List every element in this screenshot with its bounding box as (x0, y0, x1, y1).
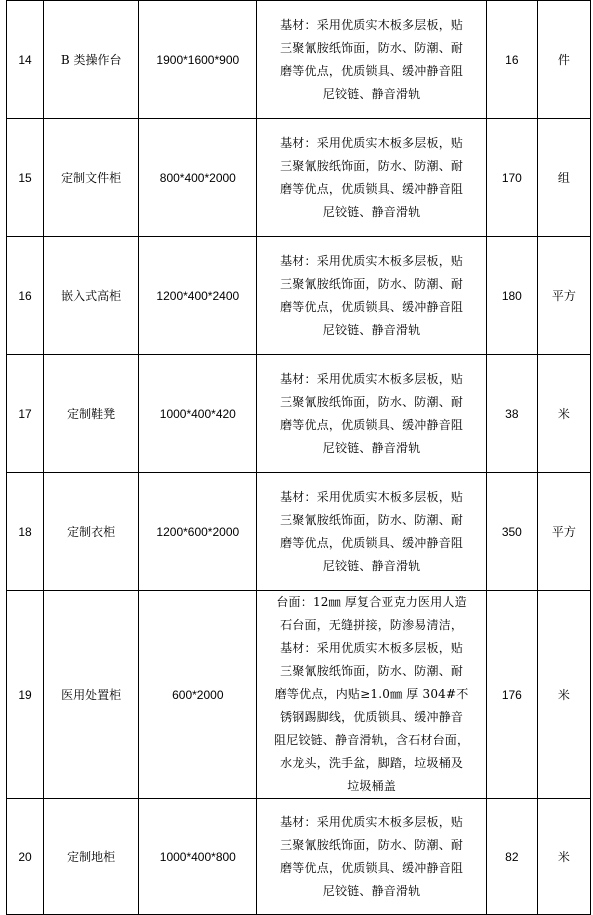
table-row (7, 355, 591, 473)
description-line: 尼铰链、静音滑轨 (322, 204, 421, 219)
description-line: 三聚氰胺纸饰面，防水、防潮、耐 (280, 837, 464, 852)
table-row (7, 119, 591, 237)
description-line: 锈钢踢脚线，优质锁具、缓冲静音 (280, 710, 464, 724)
item-size: 600*2000 (139, 591, 257, 799)
item-size: 1200*400*2400 (139, 237, 257, 355)
description-line: 三聚氰胺纸饰面，防水、防潮、耐 (280, 40, 464, 55)
row-number: 18 (7, 473, 44, 591)
row-number: 20 (7, 799, 44, 915)
row-number: 19 (7, 591, 44, 799)
item-description (257, 119, 486, 237)
description-line: 石台面，无缝拼接，防渗易清洁， (280, 618, 464, 632)
description-line: 基材：采用优质实木板多层板，贴 (280, 135, 464, 150)
description-line: 磨等优点，内贴≥1.0㎜ 厚 304#不 (274, 687, 469, 701)
table-row (7, 591, 591, 799)
item-name: 定制衣柜 (44, 473, 139, 591)
item-quantity: 82 (486, 799, 537, 915)
description-line: 三聚氰胺纸饰面，防水、防潮、耐 (280, 512, 464, 527)
description-line: 三聚氰胺纸饰面，防水、防潮、耐 (280, 276, 464, 291)
item-size: 1000*400*420 (139, 355, 257, 473)
description-line: 基材：采用优质实木板多层板，贴 (280, 253, 464, 268)
description-line: 基材：采用优质实木板多层板，贴 (280, 814, 464, 829)
table-body (7, 1, 591, 915)
description-line: 磨等优点，优质锁具、缓冲静音阻 (280, 860, 464, 875)
row-number: 17 (7, 355, 44, 473)
description-line: 尼铰链、静音滑轨 (322, 440, 421, 455)
description-line: 尼铰链、静音滑轨 (322, 86, 421, 101)
description-line: 三聚氰胺纸饰面，防水、防潮、耐 (280, 394, 464, 409)
item-size: 1200*600*2000 (139, 473, 257, 591)
table-row (7, 473, 591, 591)
item-quantity: 170 (486, 119, 537, 237)
item-unit: 平方 (537, 237, 590, 355)
description-line: 磨等优点，优质锁具、缓冲静音阻 (280, 535, 464, 550)
item-description (257, 591, 486, 799)
description-line: 台面：12㎜ 厚复合亚克力医用人造 (276, 595, 467, 609)
table-row (7, 1, 591, 119)
item-description (257, 799, 486, 915)
description-line: 基材：采用优质实木板多层板，贴 (280, 489, 464, 504)
item-quantity: 350 (486, 473, 537, 591)
row-number: 14 (7, 1, 44, 119)
item-description (257, 1, 486, 119)
description-line: 三聚氰胺纸饰面，防水、防潮、耐 (280, 158, 464, 173)
item-name: 医用处置柜 (44, 591, 139, 799)
item-quantity: 38 (486, 355, 537, 473)
item-quantity: 180 (486, 237, 537, 355)
description-line: 尼铰链、静音滑轨 (322, 883, 421, 898)
item-unit: 平方 (537, 473, 590, 591)
item-quantity: 16 (486, 1, 537, 119)
item-name: 定制文件柜 (44, 119, 139, 237)
item-name: 嵌入式高柜 (44, 237, 139, 355)
item-unit: 组 (537, 119, 590, 237)
description-line: 垃圾桶盖 (347, 779, 396, 793)
description-line: 磨等优点，优质锁具、缓冲静音阻 (280, 63, 464, 78)
description-line: 磨等优点，优质锁具、缓冲静音阻 (280, 181, 464, 196)
item-name: 定制地柜 (44, 799, 139, 915)
description-line: 基材：采用优质实木板多层板，贴 (280, 371, 464, 386)
item-description (257, 237, 486, 355)
item-name: B 类操作台 (44, 1, 139, 119)
description-line: 三聚氰胺纸饰面，防水、防潮、耐 (280, 664, 464, 678)
item-unit: 米 (537, 591, 590, 799)
row-number: 15 (7, 119, 44, 237)
item-unit: 米 (537, 799, 590, 915)
description-line: 磨等优点，优质锁具、缓冲静音阻 (280, 417, 464, 432)
item-unit: 件 (537, 1, 590, 119)
description-line: 尼铰链、静音滑轨 (322, 322, 421, 337)
description-line: 水龙头，洗手盆，脚踏，垃圾桶及 (280, 756, 464, 770)
item-unit: 米 (537, 355, 590, 473)
row-number: 16 (7, 237, 44, 355)
item-quantity: 176 (486, 591, 537, 799)
table-row (7, 237, 591, 355)
item-size: 1000*400*800 (139, 799, 257, 915)
description-line: 尼铰链、静音滑轨 (322, 558, 421, 573)
item-description (257, 473, 486, 591)
item-size: 800*400*2000 (139, 119, 257, 237)
product-spec-table (6, 0, 591, 915)
item-description (257, 355, 486, 473)
description-line: 阻尼铰链、静音滑轨，含石材台面， (274, 733, 470, 747)
table-row (7, 799, 591, 915)
description-line: 基材：采用优质实木板多层板，贴 (280, 641, 464, 655)
item-size: 1900*1600*900 (139, 1, 257, 119)
description-line: 磨等优点，优质锁具、缓冲静音阻 (280, 299, 464, 314)
item-name: 定制鞋凳 (44, 355, 139, 473)
description-line: 基材：采用优质实木板多层板，贴 (280, 17, 464, 32)
